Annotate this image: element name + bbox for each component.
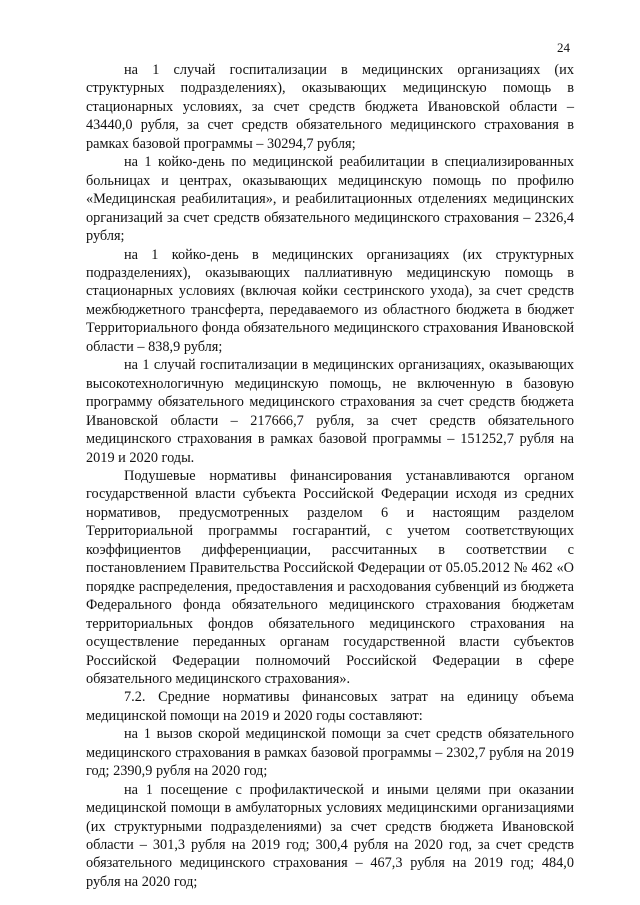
paragraph-rehabilitation-bed-day: на 1 койко-день по медицинской реабилитации в специализированных больницах и центрах, оказывающих медицинскую помощь по профилю «Медицинская реабилитация», и реабилитационных отделениях медицинских организаций за счет средств обязательного медицинского страхования – 2326,4 рубля;	[86, 154, 574, 245]
document-body	[86, 61, 574, 891]
paragraph-high-tech-care: на 1 случай госпитализации в медицинских организациях, оказывающих высокотехнологичную медицинскую помощь, не включенную в базовую программу обязательного медицинского страхования за счет средств бюджета Ивановской области – 217666,7 рубля, за счет средств обязательного медицинского страхования в рамках базовой программы – 151252,7 рубля на 2019 и 2020 годы.	[86, 357, 574, 466]
paragraph-ambulance-call: на 1 вызов скорой медицинской помощи за счет средств обязательного медицинского страхования в рамках базовой программы – 2302,7 рубля на 2019 год; 2390,9 рубля на 2020 год;	[86, 726, 574, 780]
page-number: 24	[557, 40, 570, 55]
paragraph-section-7-2: 7.2. Средние нормативы финансовых затрат на единицу объема медицинской помощи на 2019 и 2020 годы составляют:	[86, 689, 574, 724]
paragraph-palliative-bed-day: на 1 койко-день в медицинских организациях (их структурных подразделениях), оказывающих паллиативную медицинскую помощь в стационарных условиях (включая койки сестринского ухода), за счет средств межбюджетного трансферта, передаваемого из областного бюджета в бюджет Территориального фонда обязательного медицинского страхования Ивановской области – 838,9 рубля;	[86, 246, 574, 355]
paragraph-hospitalization-norm: на 1 случай госпитализации в медицинских организациях (их структурных подразделениях), оказывающих медицинскую помощь в стационарных условиях, за счет средств бюджета Ивановской области – 43440,0 рубля, за счет средств обязательного медицинского страхования в рамках базовой программы – 30294,7 рубля;	[86, 62, 574, 152]
paragraph-per-capita-norms: Подушевые нормативы финансирования устанавливаются органом государственной власти субъекта Российской Федерации исходя из средних нормативов, предусмотренных разделом 6 и настоящим разделом Территориальной программы госгарантий, с учетом соответствующих коэффициентов дифференциации, рассчитанных в соответствии с постановлением Правительства Российской Федерации от 05.05.2012 № 462 «О порядке распределения, предоставления и расходования субвенций из бюджета Федерального фонда обязательного медицинского страхования бюджетам территориальных фондов обязательного медицинского страхования на осуществление переданных органам государственной власти субъектов Российской Федерации полномочий Российской Федерации в сфере обязательного медицинского страхования».	[86, 467, 574, 687]
paragraph-preventive-visit: на 1 посещение с профилактической и иными целями при оказании медицинской помощи в амбулаторных условиях медицинскими организациями (их структурными подразделениями) за счет средств бюджета Ивановской области – 301,3 рубля на 2019 год; 300,4 рубля на 2020 год, за счет средств обязательного медицинского страхования – 467,3 рубля на 2019 год; 484,0 рубля на 2020 год;	[86, 781, 574, 890]
